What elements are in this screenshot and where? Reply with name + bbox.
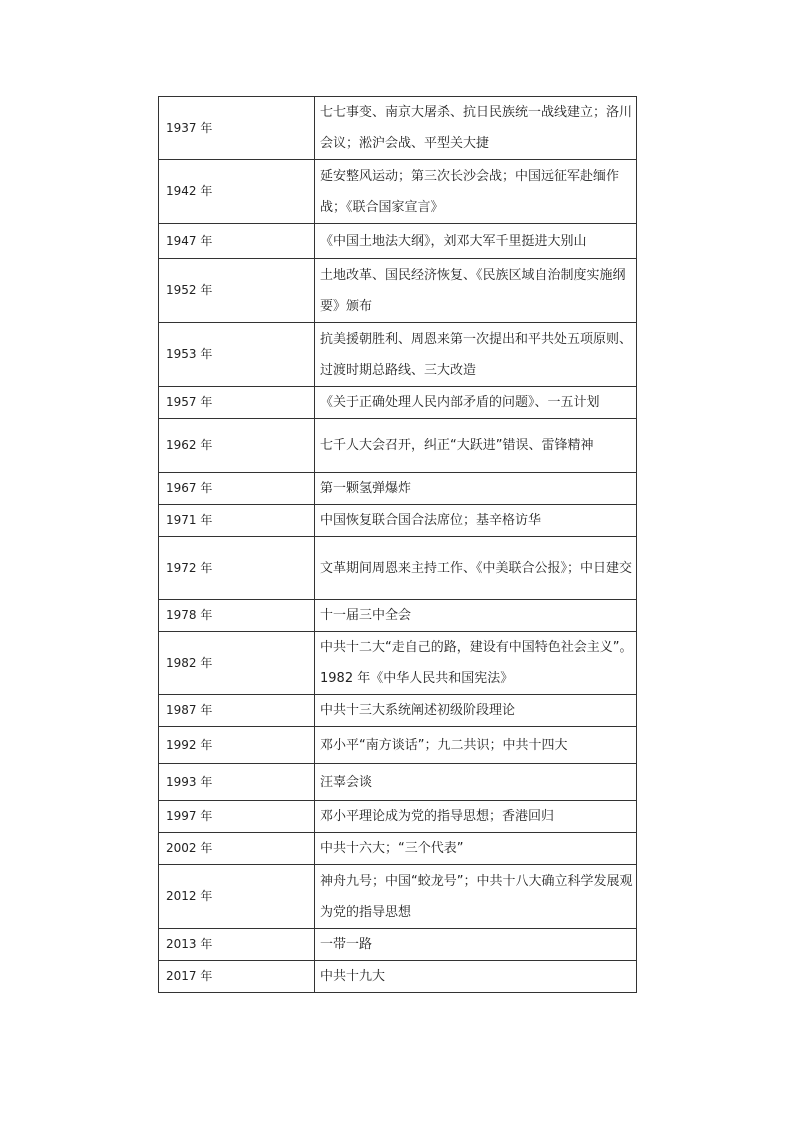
year-cell: 1971 年: [159, 505, 315, 537]
table-row: [159, 537, 637, 600]
event-cell: 邓小平理论成为党的指导思想；香港回归: [315, 801, 637, 833]
year-cell: 2013 年: [159, 929, 315, 961]
event-cell: 第一颗氢弹爆炸: [315, 473, 637, 505]
event-cell: 十一届三中全会: [315, 600, 637, 632]
year-cell: 1953 年: [159, 323, 315, 387]
year-cell: 1997 年: [159, 801, 315, 833]
event-cell: 文革期间周恩来主持工作、《中美联合公报》；中日建交: [315, 537, 637, 600]
year-cell: 1962 年: [159, 419, 315, 473]
year-cell: 1992 年: [159, 727, 315, 764]
table-row: [159, 929, 637, 961]
table-row: [159, 764, 637, 801]
timeline-table: [158, 96, 637, 993]
year-cell: 1993 年: [159, 764, 315, 801]
table-row: [159, 160, 637, 224]
event-cell: 一带一路: [315, 929, 637, 961]
event-cell: 抗美援朝胜利、周恩来第一次提出和平共处五项原则、过渡时期总路线、三大改造: [315, 323, 637, 387]
event-cell: 汪辜会谈: [315, 764, 637, 801]
year-cell: 1987 年: [159, 695, 315, 727]
event-cell: 七千人大会召开，纠正“大跃进”错误、雷锋精神: [315, 419, 637, 473]
event-cell: 神舟九号；中国“蛟龙号”；中共十八大确立科学发展观为党的指导思想: [315, 865, 637, 929]
year-cell: 2002 年: [159, 833, 315, 865]
table-row: [159, 727, 637, 764]
event-cell: 七七事变、南京大屠杀、抗日民族统一战线建立；洛川会议；淞沪会战、平型关大捷: [315, 97, 637, 160]
table-row: [159, 323, 637, 387]
table-row: [159, 97, 637, 160]
table-row: [159, 695, 637, 727]
year-cell: 1967 年: [159, 473, 315, 505]
table-row: [159, 419, 637, 473]
year-cell: 1937 年: [159, 97, 315, 160]
event-cell: 中共十九大: [315, 961, 637, 993]
event-cell: 邓小平“南方谈话”；九二共识；中共十四大: [315, 727, 637, 764]
table-row: [159, 600, 637, 632]
table-row: [159, 632, 637, 695]
year-cell: 1972 年: [159, 537, 315, 600]
event-cell: 土地改革、国民经济恢复、《民族区域自治制度实施纲要》颁布: [315, 259, 637, 323]
table-row: [159, 224, 637, 259]
table-row: [159, 473, 637, 505]
year-cell: 1982 年: [159, 632, 315, 695]
event-cell: 《关于正确处理人民内部矛盾的问题》、一五计划: [315, 387, 637, 419]
year-cell: 1978 年: [159, 600, 315, 632]
event-cell: 中共十三大系统阐述初级阶段理论: [315, 695, 637, 727]
event-cell: 延安整风运动；第三次长沙会战；中国远征军赴缅作战；《联合国家宣言》: [315, 160, 637, 224]
year-cell: 1952 年: [159, 259, 315, 323]
event-cell: 《中国土地法大纲》，刘邓大军千里挺进大别山: [315, 224, 637, 259]
event-cell: 中共十六大；“三个代表”: [315, 833, 637, 865]
year-cell: 1942 年: [159, 160, 315, 224]
event-cell: 中共十二大“走自己的路，建设有中国特色社会主义”。1982 年《中华人民共和国宪法》: [315, 632, 637, 695]
table-row: [159, 865, 637, 929]
table-row: [159, 259, 637, 323]
table-row: [159, 505, 637, 537]
table-row: [159, 961, 637, 993]
year-cell: 1957 年: [159, 387, 315, 419]
year-cell: 2012 年: [159, 865, 315, 929]
table-row: [159, 387, 637, 419]
event-cell: 中国恢复联合国合法席位；基辛格访华: [315, 505, 637, 537]
year-cell: 1947 年: [159, 224, 315, 259]
table-row: [159, 833, 637, 865]
table-row: [159, 801, 637, 833]
year-cell: 2017 年: [159, 961, 315, 993]
